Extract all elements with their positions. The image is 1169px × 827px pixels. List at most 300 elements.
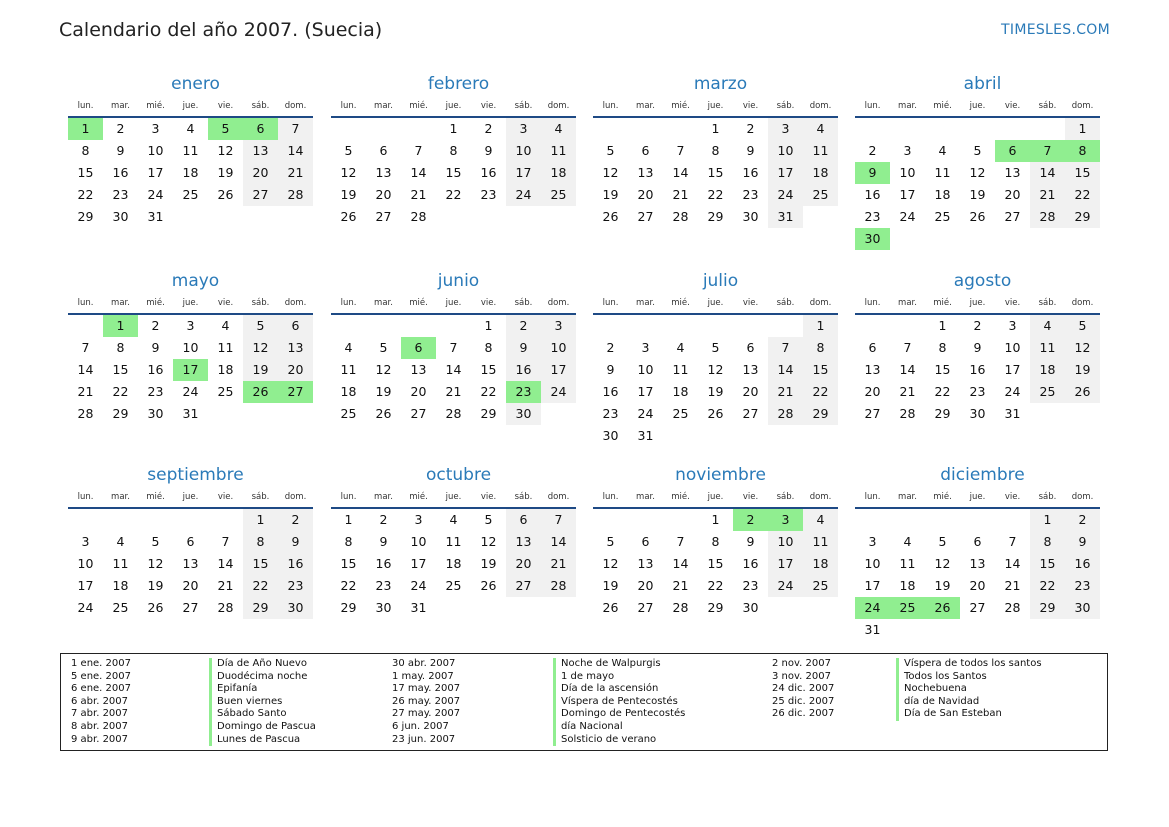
legend-name-text: Epifanía <box>209 683 316 696</box>
day-cell: 11 <box>803 531 838 553</box>
day-cell: 29 <box>243 597 278 619</box>
day-cell: 15 <box>480 362 497 377</box>
day-cell: 15 <box>1065 162 1100 184</box>
legend-holiday-name <box>553 721 685 734</box>
day-grid <box>593 509 838 619</box>
day-cell: 16 <box>1065 553 1100 575</box>
weekday-label: lun. <box>340 101 357 111</box>
weekday-label: lun. <box>77 298 94 308</box>
legend-holiday-name <box>553 708 685 721</box>
legend-holiday-name <box>896 708 1042 721</box>
day-cell: 28 <box>217 600 234 615</box>
weekday-label: dom. <box>1071 492 1094 502</box>
empty-cell <box>628 315 663 337</box>
day-cell: 17 <box>506 162 541 184</box>
weekday-label: sáb. <box>776 101 795 111</box>
site-link[interactable]: TIMESLES.COM <box>1001 22 1110 38</box>
legend-holiday-name <box>209 721 316 734</box>
holiday-day-cell: 3 <box>768 509 803 531</box>
day-cell: 4 <box>803 509 838 531</box>
day-cell: 10 <box>899 165 916 180</box>
day-cell: 17 <box>147 165 164 180</box>
day-cell: 28 <box>672 600 689 615</box>
day-cell: 8 <box>1030 531 1065 553</box>
weekday-label: jue. <box>182 298 199 308</box>
legend-date: 1 may. 2007 <box>392 670 454 682</box>
day-cell: 25 <box>217 384 234 399</box>
weekday-header <box>593 293 838 315</box>
weekday-label: mié. <box>671 492 690 502</box>
day-cell: 1 <box>1065 118 1100 140</box>
day-cell: 18 <box>672 384 689 399</box>
weekday-label: sáb. <box>514 101 533 111</box>
month-marzo <box>593 72 838 228</box>
day-cell: 9 <box>151 340 160 355</box>
empty-cell <box>925 118 960 140</box>
day-cell: 12 <box>375 362 392 377</box>
day-cell: 3 <box>506 118 541 140</box>
day-cell: 25 <box>182 187 199 202</box>
day-cell: 13 <box>506 531 541 553</box>
empty-cell <box>663 118 698 140</box>
day-cell: 10 <box>637 362 654 377</box>
day-cell: 29 <box>480 406 497 421</box>
day-cell: 11 <box>803 140 838 162</box>
day-cell: 19 <box>217 165 234 180</box>
day-cell: 22 <box>480 384 497 399</box>
day-cell: 26 <box>1065 381 1100 403</box>
day-cell: 29 <box>112 406 129 421</box>
legend-date: 1 ene. 2007 <box>71 658 131 669</box>
day-cell: 30 <box>112 209 129 224</box>
day-cell: 28 <box>445 406 462 421</box>
day-cell: 15 <box>934 362 951 377</box>
empty-cell <box>628 509 663 531</box>
day-cell: 4 <box>541 118 576 140</box>
weekday-label: vie. <box>480 492 497 502</box>
weekday-label: mar. <box>374 101 393 111</box>
day-cell: 26 <box>217 187 234 202</box>
day-cell: 5 <box>606 534 615 549</box>
day-cell: 18 <box>934 187 951 202</box>
weekday-label: mié. <box>146 298 165 308</box>
day-cell: 1 <box>344 512 353 527</box>
day-cell: 24 <box>1004 384 1021 399</box>
legend-holiday-name <box>209 671 316 684</box>
legend-date: 9 abr. 2007 <box>71 733 129 745</box>
legend-name-text: Nochebuena <box>896 683 1042 696</box>
weekday-header <box>855 293 1100 315</box>
day-cell: 5 <box>379 340 388 355</box>
day-cell: 3 <box>186 318 195 333</box>
empty-cell <box>366 315 401 337</box>
day-cell: 22 <box>803 381 838 403</box>
day-cell: 7 <box>903 340 912 355</box>
holiday-day-cell: 7 <box>1030 140 1065 162</box>
empty-cell <box>401 118 436 140</box>
day-grid <box>331 315 576 425</box>
legend-holiday-name <box>553 696 685 709</box>
day-cell: 20 <box>182 578 199 593</box>
weekday-label: dom. <box>284 492 307 502</box>
day-cell: 15 <box>803 359 838 381</box>
day-cell: 5 <box>938 534 947 549</box>
legend-name-text: Víspera de todos los santos <box>896 658 1042 671</box>
day-cell: 30 <box>742 209 759 224</box>
day-cell: 28 <box>541 575 576 597</box>
day-cell: 20 <box>1004 187 1021 202</box>
day-cell: 22 <box>707 187 724 202</box>
day-cell: 22 <box>707 578 724 593</box>
day-cell: 15 <box>707 165 724 180</box>
day-grid <box>331 509 576 619</box>
day-cell: 20 <box>375 187 392 202</box>
weekday-label: jue. <box>969 298 986 308</box>
day-cell: 7 <box>768 337 803 359</box>
month-name: mayo <box>171 271 220 291</box>
empty-cell <box>663 315 698 337</box>
weekday-label: dom. <box>1071 101 1094 111</box>
weekday-label: jue. <box>707 101 724 111</box>
weekday-label: lun. <box>77 101 94 111</box>
day-cell: 28 <box>77 406 94 421</box>
day-cell: 28 <box>410 209 427 224</box>
weekday-label: mar. <box>636 101 655 111</box>
day-cell: 23 <box>864 209 881 224</box>
day-cell: 7 <box>81 340 90 355</box>
weekday-label: dom. <box>809 298 832 308</box>
day-cell: 3 <box>1008 318 1017 333</box>
day-grid <box>331 118 576 228</box>
day-cell: 5 <box>243 315 278 337</box>
day-cell: 16 <box>480 165 497 180</box>
month-name: octubre <box>425 465 492 485</box>
day-cell: 7 <box>414 143 423 158</box>
day-cell: 10 <box>506 140 541 162</box>
holiday-day-cell: 9 <box>855 162 890 184</box>
weekday-label: dom. <box>547 298 570 308</box>
day-cell: 9 <box>506 337 541 359</box>
holiday-day-cell: 25 <box>890 597 925 619</box>
legend-col-names-3 <box>896 658 1042 721</box>
weekday-label: jue. <box>182 101 199 111</box>
day-cell: 16 <box>147 362 164 377</box>
day-grid <box>855 509 1100 641</box>
month-junio <box>331 269 576 425</box>
empty-cell <box>890 509 925 531</box>
day-cell: 9 <box>746 143 755 158</box>
weekday-label: vie. <box>480 101 497 111</box>
day-cell: 5 <box>606 143 615 158</box>
day-cell: 1 <box>484 318 493 333</box>
day-cell: 5 <box>151 534 160 549</box>
weekday-label: mar. <box>898 492 917 502</box>
day-cell: 1 <box>803 315 838 337</box>
day-cell: 9 <box>379 534 388 549</box>
holiday-day-cell: 17 <box>173 359 208 381</box>
day-cell: 3 <box>768 118 803 140</box>
day-cell: 17 <box>637 384 654 399</box>
day-cell: 4 <box>221 318 230 333</box>
day-cell: 21 <box>445 384 462 399</box>
day-cell: 6 <box>186 534 195 549</box>
empty-cell <box>855 118 890 140</box>
day-cell: 21 <box>1030 184 1065 206</box>
holiday-day-cell: 8 <box>1065 140 1100 162</box>
holiday-day-cell: 6 <box>243 118 278 140</box>
day-cell: 23 <box>375 578 392 593</box>
day-cell: 30 <box>147 406 164 421</box>
day-cell: 14 <box>410 165 427 180</box>
weekday-label: mié. <box>146 101 165 111</box>
month-name: noviembre <box>675 465 766 485</box>
day-cell: 21 <box>278 162 313 184</box>
legend-holiday-name <box>896 696 1042 709</box>
day-cell: 27 <box>182 600 199 615</box>
day-cell: 4 <box>803 118 838 140</box>
day-cell: 22 <box>340 578 357 593</box>
day-cell: 10 <box>147 143 164 158</box>
weekday-label: mar. <box>898 298 917 308</box>
day-cell: 21 <box>410 187 427 202</box>
day-cell: 25 <box>112 600 129 615</box>
day-cell: 18 <box>541 162 576 184</box>
weekday-label: dom. <box>284 298 307 308</box>
legend-date: 17 may. 2007 <box>392 683 461 695</box>
day-cell: 22 <box>1030 575 1065 597</box>
weekday-label: sáb. <box>776 298 795 308</box>
weekday-label: sáb. <box>1038 492 1057 502</box>
month-name: enero <box>171 74 220 94</box>
day-cell: 24 <box>899 209 916 224</box>
day-cell: 24 <box>410 578 427 593</box>
day-cell: 26 <box>969 209 986 224</box>
day-cell: 7 <box>278 118 313 140</box>
day-cell: 22 <box>112 384 129 399</box>
legend-date: 3 nov. 2007 <box>772 670 831 682</box>
day-cell: 21 <box>899 384 916 399</box>
day-cell: 9 <box>1065 531 1100 553</box>
day-cell: 13 <box>864 362 881 377</box>
day-cell: 12 <box>243 337 278 359</box>
day-cell: 8 <box>449 143 458 158</box>
day-cell: 26 <box>147 600 164 615</box>
legend-date: 6 jun. 2007 <box>392 720 449 732</box>
day-cell: 26 <box>602 600 619 615</box>
day-cell: 4 <box>116 534 125 549</box>
empty-cell <box>593 315 628 337</box>
day-cell: 20 <box>637 578 654 593</box>
day-cell: 6 <box>746 340 755 355</box>
day-cell: 20 <box>637 187 654 202</box>
day-cell: 23 <box>602 406 619 421</box>
day-cell: 20 <box>278 359 313 381</box>
month-abril <box>855 72 1100 250</box>
weekday-label: vie. <box>1004 298 1021 308</box>
legend-col-dates-1 <box>71 658 131 746</box>
legend-holiday-name <box>209 683 316 696</box>
day-cell: 7 <box>676 143 685 158</box>
day-cell: 14 <box>541 531 576 553</box>
day-cell: 25 <box>672 406 689 421</box>
holiday-day-cell: 6 <box>401 337 436 359</box>
day-cell: 8 <box>344 534 353 549</box>
legend-date: 7 abr. 2007 <box>71 708 129 720</box>
day-grid <box>593 315 838 447</box>
day-cell: 29 <box>707 600 724 615</box>
weekday-label: jue. <box>445 101 462 111</box>
day-cell: 16 <box>278 553 313 575</box>
day-cell: 25 <box>445 578 462 593</box>
month-name: abril <box>963 74 1002 94</box>
weekday-label: vie. <box>742 101 759 111</box>
day-cell: 20 <box>243 162 278 184</box>
day-cell: 29 <box>77 209 94 224</box>
day-cell: 2 <box>746 121 755 136</box>
day-cell: 29 <box>340 600 357 615</box>
weekday-header <box>331 487 576 509</box>
legend-date: 6 abr. 2007 <box>71 695 129 707</box>
day-cell: 21 <box>768 381 803 403</box>
weekday-label: lun. <box>864 492 881 502</box>
day-cell: 13 <box>278 337 313 359</box>
month-septiembre <box>68 463 313 619</box>
empty-cell <box>855 509 890 531</box>
empty-cell <box>890 118 925 140</box>
day-cell: 30 <box>375 600 392 615</box>
day-cell: 20 <box>864 384 881 399</box>
day-cell: 12 <box>147 556 164 571</box>
day-cell: 11 <box>182 143 199 158</box>
day-cell: 15 <box>445 165 462 180</box>
legend-holiday-name <box>209 658 316 671</box>
day-cell: 2 <box>116 121 125 136</box>
day-cell: 22 <box>77 187 94 202</box>
day-cell: 14 <box>278 140 313 162</box>
day-cell: 24 <box>77 600 94 615</box>
day-cell: 30 <box>602 428 619 443</box>
day-cell: 3 <box>81 534 90 549</box>
weekday-label: dom. <box>1071 298 1094 308</box>
weekday-label: vie. <box>1004 492 1021 502</box>
holiday-day-cell: 30 <box>855 228 890 250</box>
day-cell: 20 <box>410 384 427 399</box>
day-cell: 9 <box>484 143 493 158</box>
day-cell: 17 <box>410 556 427 571</box>
month-name: junio <box>437 271 480 291</box>
day-cell: 27 <box>969 600 986 615</box>
empty-cell <box>733 315 768 337</box>
day-cell: 6 <box>278 315 313 337</box>
day-cell: 13 <box>1004 165 1021 180</box>
legend-name-text: Domingo de Pascua <box>209 721 316 734</box>
day-cell: 12 <box>217 143 234 158</box>
day-cell: 8 <box>243 531 278 553</box>
legend-name-text: Solsticio de verano <box>553 734 685 747</box>
legend-holiday-name <box>553 734 685 747</box>
empty-cell <box>103 509 138 531</box>
day-cell: 27 <box>637 600 654 615</box>
weekday-label: mié. <box>671 298 690 308</box>
weekday-label: sáb. <box>1038 101 1057 111</box>
day-cell: 18 <box>340 384 357 399</box>
legend-name-text: Todos los Santos <box>896 671 1042 684</box>
day-cell: 12 <box>707 362 724 377</box>
weekday-label: vie. <box>217 298 234 308</box>
day-cell: 25 <box>803 575 838 597</box>
weekday-label: vie. <box>742 298 759 308</box>
day-cell: 14 <box>768 359 803 381</box>
legend-name-text: día Nacional <box>553 721 685 734</box>
day-cell: 27 <box>410 406 427 421</box>
legend-name-text: Noche de Walpurgis <box>553 658 685 671</box>
day-cell: 5 <box>484 512 493 527</box>
month-enero <box>68 72 313 228</box>
day-cell: 26 <box>375 406 392 421</box>
holiday-day-cell: 24 <box>855 597 890 619</box>
weekday-label: jue. <box>182 492 199 502</box>
day-cell: 18 <box>182 165 199 180</box>
day-cell: 17 <box>768 553 803 575</box>
day-cell: 3 <box>541 315 576 337</box>
legend-date: 26 dic. 2007 <box>772 708 835 720</box>
legend-date: 30 abr. 2007 <box>392 658 456 669</box>
day-cell: 3 <box>868 534 877 549</box>
day-cell: 18 <box>112 578 129 593</box>
empty-cell <box>995 509 1030 531</box>
day-cell: 4 <box>344 340 353 355</box>
day-cell: 10 <box>182 340 199 355</box>
legend-holiday-name <box>553 683 685 696</box>
day-cell: 28 <box>899 406 916 421</box>
month-febrero <box>331 72 576 228</box>
day-cell: 7 <box>541 509 576 531</box>
day-cell: 22 <box>243 575 278 597</box>
weekday-label: vie. <box>480 298 497 308</box>
day-cell: 19 <box>375 384 392 399</box>
month-name: diciembre <box>940 465 1025 485</box>
day-cell: 23 <box>969 384 986 399</box>
day-cell: 16 <box>742 165 759 180</box>
day-cell: 2 <box>606 340 615 355</box>
empty-cell <box>593 118 628 140</box>
day-cell: 6 <box>379 143 388 158</box>
day-cell: 4 <box>449 512 458 527</box>
month-diciembre <box>855 463 1100 641</box>
weekday-label: vie. <box>1004 101 1021 111</box>
day-cell: 3 <box>414 512 423 527</box>
day-cell: 12 <box>602 556 619 571</box>
day-cell: 18 <box>803 553 838 575</box>
day-cell: 19 <box>480 556 497 571</box>
day-cell: 3 <box>151 121 160 136</box>
day-cell: 8 <box>484 340 493 355</box>
day-cell: 30 <box>742 600 759 615</box>
day-cell: 11 <box>541 140 576 162</box>
day-cell: 2 <box>1065 509 1100 531</box>
weekday-label: vie. <box>217 492 234 502</box>
weekday-label: mié. <box>409 101 428 111</box>
holiday-day-cell: 27 <box>278 381 313 403</box>
weekday-label: mié. <box>409 492 428 502</box>
weekday-label: mar. <box>636 492 655 502</box>
day-cell: 13 <box>637 165 654 180</box>
weekday-label: sáb. <box>251 101 270 111</box>
day-cell: 15 <box>1030 553 1065 575</box>
empty-cell <box>68 509 103 531</box>
weekday-label: jue. <box>445 492 462 502</box>
day-cell: 21 <box>1004 578 1021 593</box>
